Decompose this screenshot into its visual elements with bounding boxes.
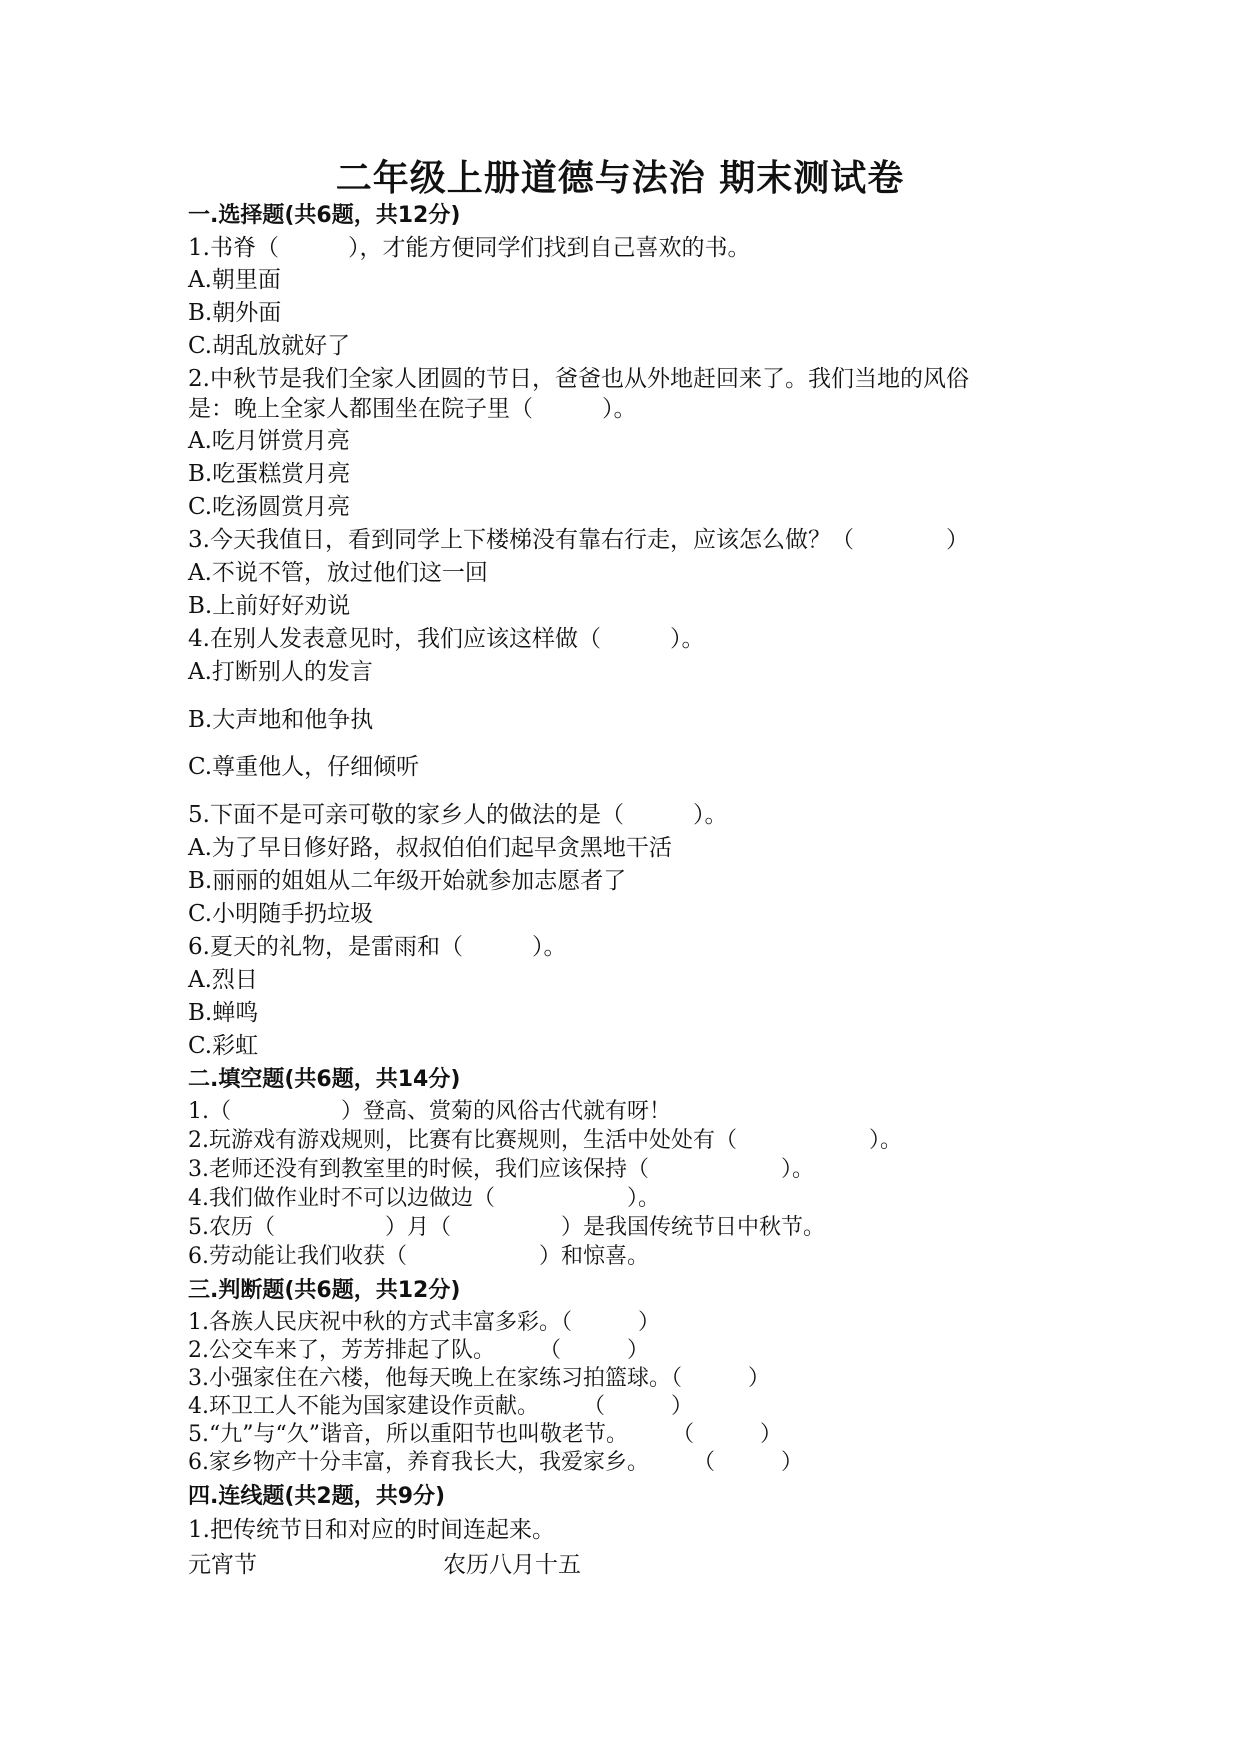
section-heading-fill-blank: 二.填空题(共6题，共14分) <box>188 1067 461 1092</box>
option-line: C.吃汤圆赏月亮 <box>188 494 351 520</box>
match-left-item: 元宵节 <box>188 1552 257 1578</box>
option-line: A.为了早日修好路，叔叔伯伯们起早贪黑地干活 <box>188 835 672 861</box>
question-line: 5.“九”与“久”谐音，所以重阳节也叫敬老节。 （ ） <box>188 1422 782 1447</box>
question-line: 4.环卫工人不能为国家建设作贡献。 （ ） <box>188 1394 693 1419</box>
question-line: 3.老师还没有到教室里的时候，我们应该保持（ ）。 <box>188 1157 814 1182</box>
option-line: B.吃蛋糕赏月亮 <box>188 461 351 487</box>
question-line: 2.公交车来了，芳芳排起了队。 （ ） <box>188 1338 649 1363</box>
section-heading-true-false: 三.判断题(共6题，共12分) <box>188 1278 461 1303</box>
option-line: C.尊重他人，仔细倾听 <box>188 754 420 780</box>
option-line: A.吃月饼赏月亮 <box>188 428 350 454</box>
option-line: A.烈日 <box>188 967 258 993</box>
match-right-item: 农历八月十五 <box>443 1552 581 1578</box>
section-heading-matching: 四.连线题(共2题，共9分) <box>188 1484 446 1509</box>
question-line: 3.今天我值日，看到同学上下楼梯没有靠右行走，应该怎么做？（ ） <box>188 527 969 553</box>
question-line: 6.劳动能让我们收获（ ）和惊喜。 <box>188 1244 649 1269</box>
option-line: C.彩虹 <box>188 1033 259 1059</box>
option-line: A.朝里面 <box>188 267 281 293</box>
question-line: 6.家乡物产十分丰富，养育我长大，我爱家乡。 （ ） <box>188 1450 803 1475</box>
question-line: 1.各族人民庆祝中秋的方式丰富多彩。（ ） <box>188 1310 660 1335</box>
question-line: 1.书脊（ ），才能方便同学们找到自己喜欢的书。 <box>188 235 751 261</box>
option-line: C.胡乱放就好了 <box>188 333 351 359</box>
question-line: 1.（ ）登高、赏菊的风俗古代就有呀！ <box>188 1099 671 1124</box>
option-line: B.丽丽的姐姐从二年级开始就参加志愿者了 <box>188 868 627 894</box>
question-line: 5.下面不是可亲可敬的家乡人的做法的是（ ）。 <box>188 802 728 828</box>
option-line: A.不说不管，放过他们这一回 <box>188 560 488 586</box>
question-line: 4.我们做作业时不可以边做边（ ）。 <box>188 1186 660 1211</box>
question-line: 1.把传统节日和对应的时间连起来。 <box>188 1517 555 1543</box>
question-line: 6.夏天的礼物，是雷雨和（ ）。 <box>188 934 567 960</box>
option-line: B.朝外面 <box>188 300 282 326</box>
option-line: A.打断别人的发言 <box>188 659 373 685</box>
question-line: 4.在别人发表意见时，我们应该这样做（ ）。 <box>188 626 705 652</box>
question-line: 2.中秋节是我们全家人团圆的节日，爸爸也从外地赶回来了。我们当地的风俗 <box>188 366 969 392</box>
question-line: 2.玩游戏有游戏规则，比赛有比赛规则，生活中处处有（ ）。 <box>188 1128 902 1153</box>
option-line: B.上前好好劝说 <box>188 593 351 619</box>
option-line: B.大声地和他争执 <box>188 707 374 733</box>
option-line: C.小明随手扔垃圾 <box>188 901 374 927</box>
page-title: 二年级上册道德与法治 期末测试卷 <box>335 158 905 199</box>
question-line: 是：晚上全家人都围坐在院子里（ ）。 <box>188 396 637 422</box>
section-heading-choice: 一.选择题(共6题，共12分) <box>188 203 461 228</box>
question-line: 3.小强家住在六楼，他每天晚上在家练习拍篮球。（ ） <box>188 1366 770 1391</box>
question-line: 5.农历（ ）月（ ）是我国传统节日中秋节。 <box>188 1215 825 1240</box>
option-line: B.蝉鸣 <box>188 1000 259 1026</box>
